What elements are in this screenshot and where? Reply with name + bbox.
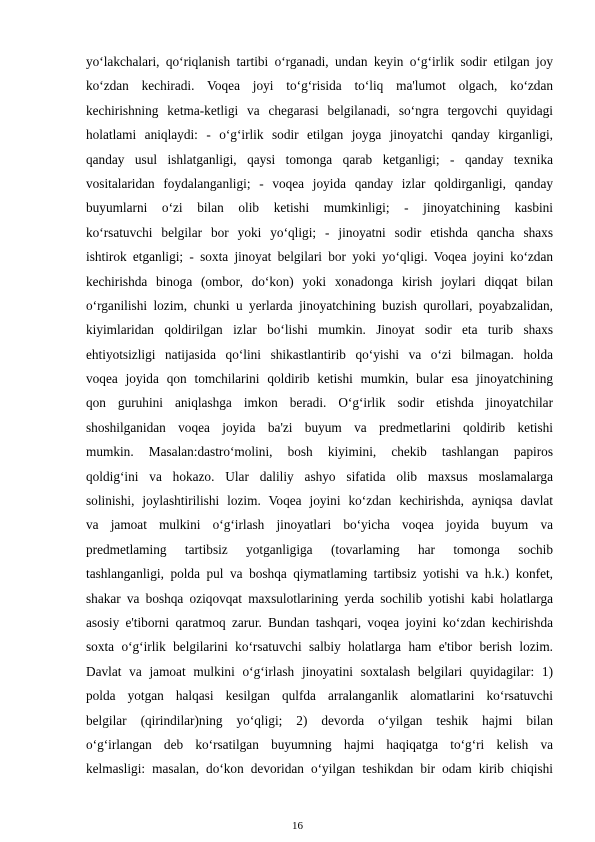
text-line: Davlat va jamoat mulkini o‘g‘irlash jinoyatini soxtalash belgilari quyidagilar: 1) bbox=[86, 663, 553, 679]
text-line: polda yotgan halqasi kesilgan qulfda arralanganlik alomatlarini ko‘rsatuvchi bbox=[86, 688, 553, 704]
text-line: shoshilganidan voqea joyida ba'zi buyum va predmetlarini qoldirib ketishi bbox=[86, 419, 553, 435]
text-line: ehtiyotsizligi natijasida qo‘lini shikastlantirib qo‘yishi va o‘zi bilmagan. holda bbox=[86, 346, 553, 362]
text-line: vositalaridan foydalanganligi; - voqea joyida qanday izlar qoldirganligi, qanday bbox=[86, 175, 553, 191]
text-line: asosiy e'tiborni qaratmoq zarur. Bundan tashqari, voqea joyini ko‘zdan kechirishda bbox=[86, 614, 553, 630]
text-line: o‘rganilishi lozim, chunki u yerlarda jinoyatchining buzish qurollari, poyabzalidan, bbox=[86, 297, 553, 313]
text-line: predmetlaming tartibsiz yotganligiga (tovarlaming har tomonga sochib bbox=[86, 541, 553, 557]
text-line: kiyimlaridan qoldirilgan izlar bo‘lishi mumkin. Jinoyat sodir eta turib shaxs bbox=[86, 322, 553, 338]
text-line: qoldig‘ini va hokazo. Ular daliliy ashyo sifatida olib maxsus moslamalarga bbox=[86, 468, 553, 484]
text-line: kechirishda binoga (ombor, do‘kon) yoki xonadonga kirish joylari diqqat bilan bbox=[86, 273, 553, 289]
text-line: yo‘lakchalari, qo‘riqlanish tartibi o‘rganadi, undan keyin o‘g‘irlik sodir etilgan joy bbox=[86, 54, 553, 69]
text-line: buyumlarni o‘zi bilan olib ketishi mumkinligi; - jinoyatchining kasbini bbox=[86, 200, 553, 216]
text-line: qanday usul ishlatganligi, qaysi tomonga qarab ketganligi; - qanday texnika bbox=[86, 151, 553, 167]
body-text bbox=[86, 50, 553, 782]
text-line: shakar va boshqa oziqovqat maxsulotlarining yerda sochilib yotishi kabi holatlarga bbox=[86, 590, 553, 606]
text-line: tashlanganligi, polda pul va boshqa qiymatlaming tartibsiz yotishi va h.k.) konfet, bbox=[86, 566, 553, 582]
text-line: voqea joyida qon tomchilarini qoldirib ketishi mumkin, bular esa jinoyatchining bbox=[86, 371, 553, 387]
text-line: qon guruhini aniqlashga imkon beradi. O‘g‘irlik sodir etishda jinoyatchilar bbox=[86, 395, 553, 411]
text-line: mumkin. Masalan:dastro‘molini, bosh kiyimini, chekib tashlangan papiros bbox=[86, 444, 553, 460]
text-line: solinishi, joylashtirilishi lozim. Voqea joyini ko‘zdan kechirishda, ayniqsa davlat bbox=[86, 493, 553, 509]
text-line: ko‘zdan kechiradi. Voqea joyi to‘g‘risida to‘liq ma'lumot olgach, ko‘zdan bbox=[86, 78, 553, 94]
text-line: soxta o‘g‘irlik belgilarini ko‘rsatuvchi salbiy holatlarga ham e'tibor berish lozim. bbox=[86, 639, 553, 655]
text-line: holatlami aniqlaydi: - o‘g‘irlik sodir etilgan joyga jinoyatchi qanday kirganligi, bbox=[86, 127, 553, 143]
page-number: 16 bbox=[292, 820, 303, 832]
text-line: belgilar (qirindilar)ning yo‘qligi; 2) devorda o‘yilgan teshik hajmi bilan bbox=[86, 712, 553, 728]
text-line: va jamoat mulkini o‘g‘irlash jinoyatlari bo‘yicha voqea joyida buyum va bbox=[86, 517, 553, 533]
text-line: o‘g‘irlangan deb ko‘rsatilgan buyumning hajmi haqiqatga to‘g‘ri kelish va bbox=[86, 736, 553, 752]
text-line: ishtirok etganligi; - soxta jinoyat belgilari bor yoki yo‘qligi. Voqea joyini ko‘zdan bbox=[86, 249, 553, 265]
text-line: ko‘rsatuvchi belgilar bor yoki yo‘qligi; - jinoyatni sodir etishda qancha shaxs bbox=[86, 224, 553, 240]
text-line: kelmasligi: masalan, do‘kon devoridan o‘yilgan teshikdan bir odam kirib chiqishi bbox=[86, 761, 553, 777]
text-line: kechirishning ketma-ketligi va chegarasi belgilanadi, so‘ngra tergovchi quyidagi bbox=[86, 102, 553, 118]
